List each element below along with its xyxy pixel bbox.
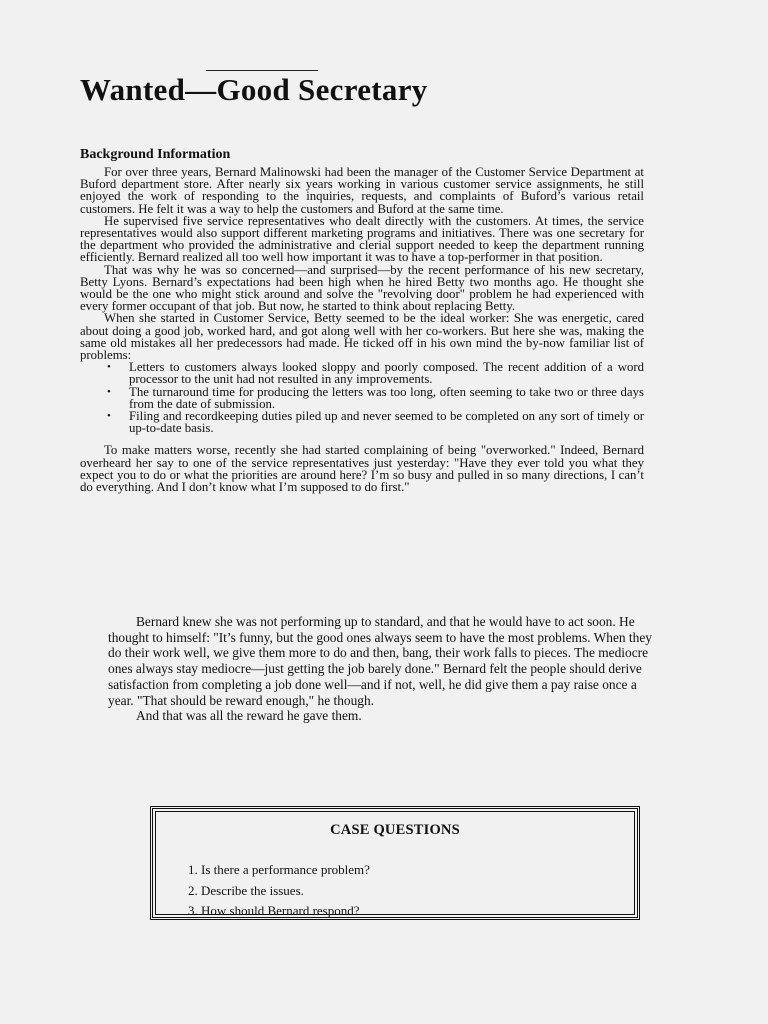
section-heading: Background Information [80, 147, 231, 162]
closing-text [108, 614, 658, 724]
case-questions-inner [155, 811, 635, 918]
list-item-text: The turnaround time for producing the letters was too long, often seeming to take two or three days from the date of submission. [129, 384, 644, 411]
list-item [107, 384, 644, 411]
paragraph: He supervised five service representatives who dealt directly with the customers. At times, the service representatives would also support different marketing programs and initiatives. There was one secretary for the department who provided the administrative and clerial support needed to keep the department running efficiently. Bernard realized all too well how important it was to have a top-performer in that position. [80, 213, 644, 265]
question-item: 2. Describe the issues. [188, 882, 304, 898]
list-item-text: Filing and recordkeeping duties piled up and never seemed to be completed on any sort of timely or up-to-date basis. [129, 409, 644, 436]
case-questions-box [150, 806, 640, 920]
title-rule [206, 70, 318, 71]
case-questions-list [188, 860, 370, 922]
background-text [80, 166, 644, 493]
paragraph: Bernard knew she was not performing up to standard, and that he would have to act soon. He thought to himself: "It’s funny, but the good ones always seem to have the most problems. When they do their work well, we give them more to do and then, bang, their work falls to pieces. The mediocre ones always stay mediocre—just getting the job barely done." Bernard felt the people should derive satisfaction from completing a job done well—and if not, well, he did give them a pay raise once a year. "That should be reward enough," he though. [108, 614, 652, 708]
paragraph: When she started in Customer Service, Betty seemed to be the ideal worker: She was energetic, cared about doing a good job, worked hard, and got along well with her co-workers. But here she was, making the same old mistakes all her predecessors had made. He ticked off in his own mind the by-now familiar list of problems: [80, 311, 644, 363]
case-questions-heading: CASE QUESTIONS [330, 822, 460, 838]
paragraph: To make matters worse, recently she had started complaining of being "overworked." Indeed, Bernard overheard her say to one of the service representatives just yesterday: "Have they ever told you what they expect you to do or what the priorities are around here? I’m so busy and pulled in so many directions, I can’t do everything. And I don’t know what I’m supposed to do first." [80, 443, 644, 495]
bullet-icon: • [107, 410, 111, 423]
question-item: 1. Is there a performance problem? [188, 862, 370, 877]
bullet-icon: • [107, 361, 111, 374]
page-title: Wanted—Good Secretary [80, 72, 428, 107]
problem-list [80, 361, 644, 434]
question-item: 3. How should Bernard respond? [188, 903, 360, 918]
paragraph: That was why he was so concerned—and surprised—by the recent performance of his new secretary, Betty Lyons. Bernard’s expectations had been high when he hired Betty two months ago. He thought she would be the one who might stick around and solve the "revolving door" problem he had experienced with every former occupant of that job. But now, he started to think about replacing Betty. [80, 262, 644, 314]
list-item [107, 360, 644, 387]
list-item-text: Letters to customers always looked sloppy and poorly composed. The recent addition of a word processor to the unit had not resulted in any improvements. [129, 360, 644, 387]
bullet-icon: • [107, 385, 111, 398]
list-item [107, 409, 644, 436]
paragraph: And that was all the reward he gave them. [136, 708, 362, 724]
paragraph: For over three years, Bernard Malinowski had been the manager of the Customer Service Department at Buford department store. After nearly six years working in various customer service assignments, he still enjoyed the work of responding to the inquiries, requests, and complaints of Buford’s various retail customers. He felt it was a way to help the customers and Buford at the same time. [80, 165, 644, 216]
